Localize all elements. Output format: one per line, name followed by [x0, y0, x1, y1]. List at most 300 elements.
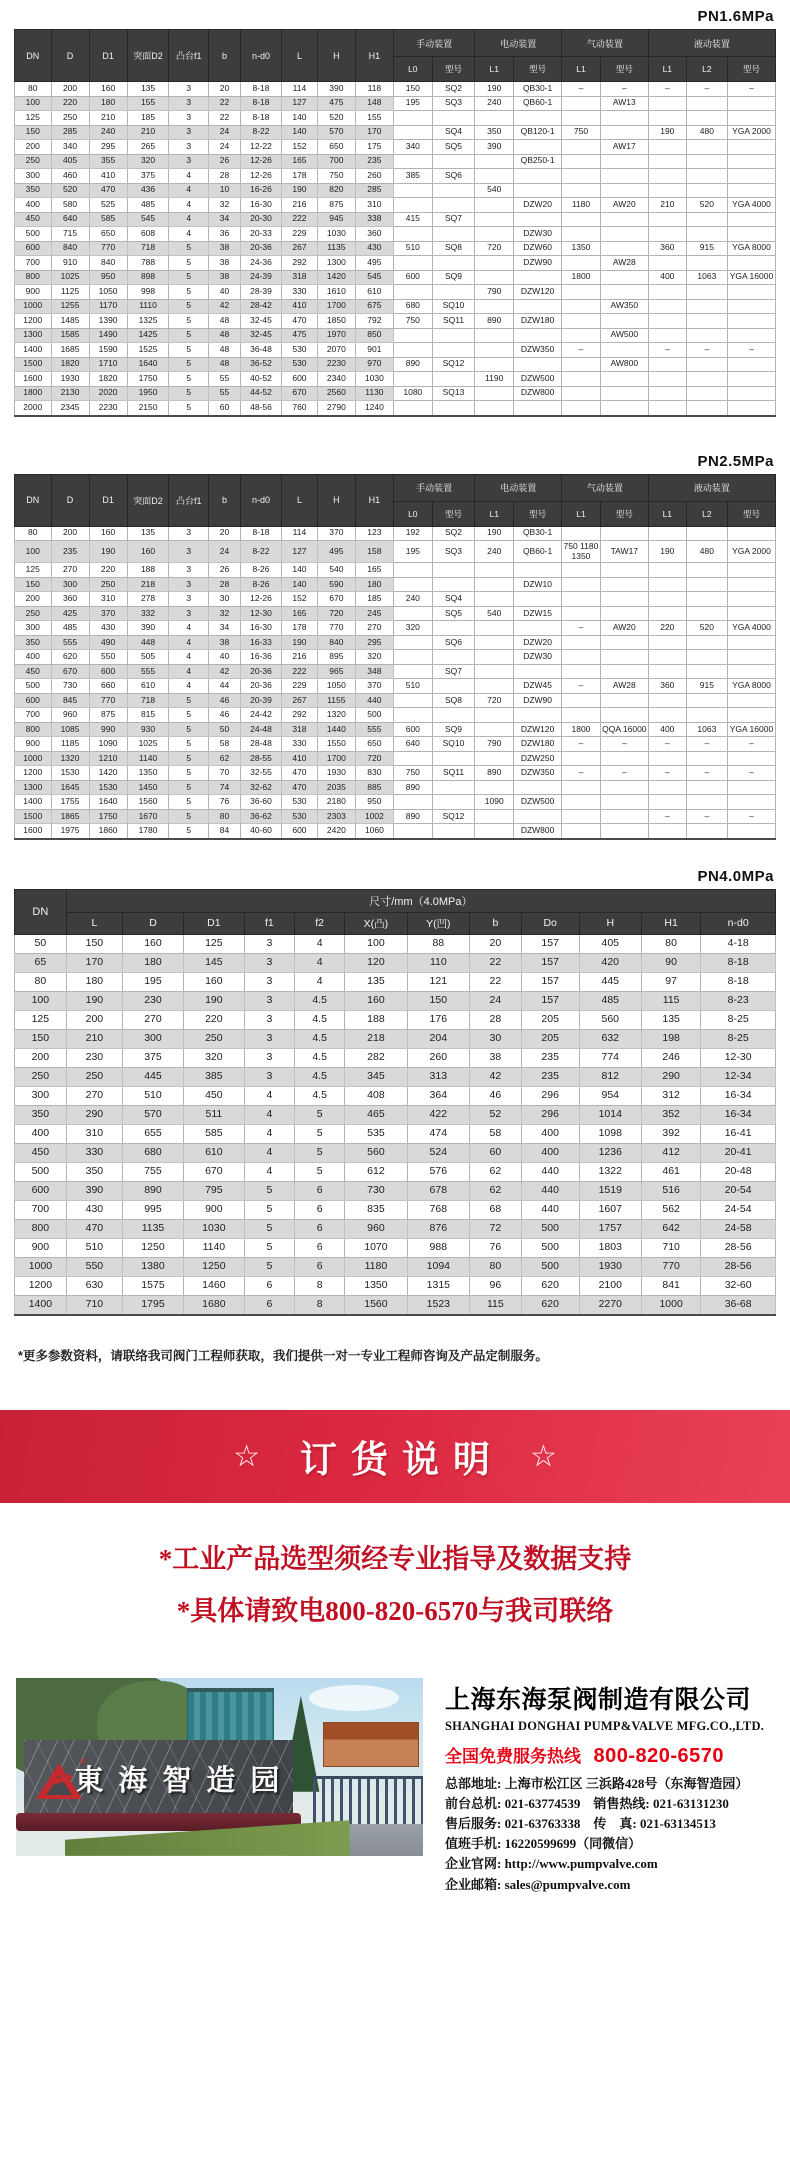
table-cell: 600 [89, 664, 127, 679]
table-cell [432, 111, 475, 126]
table-cell: 160 [89, 82, 127, 97]
table-cell [475, 563, 514, 578]
table-cell: 285 [355, 183, 393, 198]
table-cell [393, 824, 432, 839]
table-cell: 3 [169, 541, 209, 563]
column-header: 凸台f1 [169, 474, 209, 526]
table-cell [475, 169, 514, 184]
table-cell: 405 [51, 154, 89, 169]
table-cell: 610 [127, 679, 169, 694]
table-cell [562, 795, 601, 810]
table-cell [514, 328, 562, 343]
table-cell: 350 [66, 1162, 122, 1181]
table-cell: 1523 [407, 1295, 469, 1315]
table-cell: 160 [127, 541, 169, 563]
span-header: 尺寸/mm（4.0MPa） [66, 889, 775, 912]
table-cell: 6 [295, 1238, 345, 1257]
table-cell: 5 [244, 1219, 294, 1238]
table-row [15, 357, 776, 372]
table-cell: DZW90 [514, 693, 562, 708]
table-row [15, 299, 776, 314]
column-header: DN [15, 30, 52, 82]
table-cell: 3 [169, 96, 209, 111]
table-cell: 4 [169, 183, 209, 198]
table-cell: 470 [282, 766, 318, 781]
table-cell: 440 [355, 693, 393, 708]
table-cell: DZW350 [514, 343, 562, 358]
table-cell: 62 [209, 751, 241, 766]
table-cell: – [727, 343, 775, 358]
table-cell: 720 [475, 693, 514, 708]
table-cell: 448 [127, 635, 169, 650]
table-cell: 890 [123, 1181, 184, 1200]
table-cell [475, 635, 514, 650]
table-row [15, 526, 776, 541]
table-cell: 4 [244, 1086, 294, 1105]
table-cell [562, 592, 601, 607]
table-cell: 1125 [51, 285, 89, 300]
table-cell: 3 [244, 934, 294, 953]
table-cell: 4-18 [701, 934, 776, 953]
table-cell: 250 [15, 606, 52, 621]
table-cell: 190 [89, 541, 127, 563]
table-cell: 600 [15, 693, 52, 708]
table-row [15, 592, 776, 607]
table-cell: 841 [641, 1276, 700, 1295]
table-cell: 1755 [51, 795, 89, 810]
table-row [15, 708, 776, 723]
table-cell: 485 [127, 198, 169, 213]
table-cell: 20-33 [240, 227, 281, 242]
table-cell [727, 357, 775, 372]
table-cell: 1750 [127, 372, 169, 387]
table-cell [727, 154, 775, 169]
table-cell [686, 635, 727, 650]
table-cell [648, 357, 686, 372]
table-cell: 270 [355, 621, 393, 636]
table-cell: 22 [470, 972, 522, 991]
table-cell: 216 [282, 198, 318, 213]
table-cell: 450 [183, 1086, 244, 1105]
table-cell: – [562, 766, 601, 781]
table-cell: 4.5 [295, 991, 345, 1010]
table-cell [648, 795, 686, 810]
table-cell: 820 [317, 183, 355, 198]
table-cell [432, 650, 475, 665]
table-cell [727, 650, 775, 665]
table-cell: 1063 [686, 270, 727, 285]
table-cell: 1575 [123, 1276, 184, 1295]
table-cell: 4 [169, 679, 209, 694]
table-cell: DZW120 [514, 722, 562, 737]
star-icon: ☆ [233, 1439, 260, 1473]
table-cell: 390 [317, 82, 355, 97]
table-cell: AW28 [600, 679, 648, 694]
table-cell: 1800 [562, 270, 601, 285]
table-row [15, 1276, 776, 1295]
table-cell: 5 [295, 1124, 345, 1143]
table-cell: – [562, 621, 601, 636]
table-cell: 510 [66, 1238, 122, 1257]
column-header: Y(凹) [407, 912, 469, 934]
table-cell: 1975 [51, 824, 89, 839]
table-cell: 24-48 [240, 722, 281, 737]
table-cell: 80 [15, 82, 52, 97]
table-cell [562, 809, 601, 824]
table-cell: 115 [470, 1295, 522, 1315]
table-cell: 185 [127, 111, 169, 126]
table-cell: 26 [209, 563, 241, 578]
table-cell: 5 [169, 722, 209, 737]
table-cell: 610 [183, 1143, 244, 1162]
table-cell: 1490 [89, 328, 127, 343]
table-cell: 1255 [51, 299, 89, 314]
table-row [15, 125, 776, 140]
table-cell: 210 [648, 198, 686, 213]
table-cell: 950 [355, 795, 393, 810]
table-cell: 36-68 [701, 1295, 776, 1315]
table-cell: 678 [407, 1181, 469, 1200]
park-sign-text: 東海智造园 [74, 1764, 295, 1797]
table-cell: 440 [521, 1200, 579, 1219]
table-row [15, 809, 776, 824]
table-cell: 1140 [183, 1238, 244, 1257]
column-header: n-d0 [240, 474, 281, 526]
table-cell [648, 169, 686, 184]
table-cell: 118 [355, 82, 393, 97]
table-cell: 190 [282, 183, 318, 198]
table-cell: 390 [66, 1181, 122, 1200]
table-cell: 32-62 [240, 780, 281, 795]
table-cell: 1800 [15, 386, 52, 401]
table-cell: 650 [355, 737, 393, 752]
table-cell: 48 [209, 343, 241, 358]
factory-photo [16, 1678, 423, 1856]
table-cell [432, 824, 475, 839]
table-cell [727, 212, 775, 227]
table-cell: 20-54 [701, 1181, 776, 1200]
table-cell: 158 [355, 541, 393, 563]
table-cell: 20 [209, 82, 241, 97]
table-cell: 650 [317, 140, 355, 155]
table-cell: 1170 [89, 299, 127, 314]
table-cell [727, 111, 775, 126]
table-cell: 770 [317, 621, 355, 636]
table-cell [393, 372, 432, 387]
table-cell [727, 664, 775, 679]
table-cell: 20 [470, 934, 522, 953]
table-cell: 5 [169, 285, 209, 300]
table-cell: 1950 [127, 386, 169, 401]
table-cell: 12-30 [701, 1048, 776, 1067]
table-cell: 400 [648, 270, 686, 285]
table-cell: 680 [123, 1143, 184, 1162]
table-cell [727, 314, 775, 329]
table-cell: 1400 [15, 795, 52, 810]
table-cell: 84 [209, 824, 241, 839]
table-cell: 1315 [407, 1276, 469, 1295]
table-cell [648, 664, 686, 679]
table-cell: 1803 [579, 1238, 641, 1257]
table-cell: 260 [407, 1048, 469, 1067]
table-cell: 6 [295, 1219, 345, 1238]
table-cell [686, 111, 727, 126]
table-cell: – [727, 737, 775, 752]
table-cell: YGA 8000 [727, 241, 775, 256]
table-cell: YGA 2000 [727, 541, 775, 563]
table-cell: 768 [407, 1200, 469, 1219]
table-cell: 80 [15, 526, 52, 541]
table-cell: 4 [169, 621, 209, 636]
table-cell [600, 169, 648, 184]
table-cell: YGA 8000 [727, 679, 775, 694]
table-cell: 42 [209, 299, 241, 314]
table-cell: 500 [15, 227, 52, 242]
table-cell: 990 [89, 722, 127, 737]
table-cell [393, 256, 432, 271]
table-cell: 24-39 [240, 270, 281, 285]
table-cell: 400 [521, 1143, 579, 1162]
table-cell: 915 [686, 679, 727, 694]
table-cell: 340 [51, 140, 89, 155]
table-cell: DZW350 [514, 766, 562, 781]
table-cell [727, 563, 775, 578]
table-cell: 157 [521, 972, 579, 991]
table-cell: 5 [169, 299, 209, 314]
table-cell [648, 314, 686, 329]
table-cell: 600 [393, 270, 432, 285]
table-cell: 485 [51, 621, 89, 636]
table-cell [475, 621, 514, 636]
table-cell: 470 [66, 1219, 122, 1238]
table-cell: 390 [475, 140, 514, 155]
table-cell: 580 [51, 198, 89, 213]
table-cell [600, 693, 648, 708]
table-cell: 660 [89, 679, 127, 694]
table-cell: SQ4 [432, 592, 475, 607]
table-cell: 718 [127, 693, 169, 708]
table-cell: 22 [209, 96, 241, 111]
table-cell: 185 [355, 592, 393, 607]
table-cell: 1800 [562, 722, 601, 737]
table-cell [393, 708, 432, 723]
table-cell [727, 401, 775, 416]
table-cell: 8-18 [240, 111, 281, 126]
table-cell [562, 299, 601, 314]
table-cell [727, 140, 775, 155]
table-cell: 190 [183, 991, 244, 1010]
table-cell: 40 [209, 650, 241, 665]
table-cell: 60 [470, 1143, 522, 1162]
table-cell: 450 [15, 664, 52, 679]
company-name-en: SHANGHAI DONGHAI PUMP&VALVE MFG.CO.,LTD. [445, 1718, 765, 1733]
table-cell: 2340 [317, 372, 355, 387]
table-cell [648, 227, 686, 242]
table-cell: SQ5 [432, 140, 475, 155]
pn40-block [14, 868, 776, 1316]
device-group-header: 电动装置 [475, 474, 562, 501]
table-cell: 1030 [317, 227, 355, 242]
table-cell: 900 [15, 1238, 67, 1257]
table-cell: 5 [169, 328, 209, 343]
table-cell: 42 [470, 1067, 522, 1086]
table-cell: 40-52 [240, 372, 281, 387]
table-cell [648, 256, 686, 271]
table-cell [727, 526, 775, 541]
table-cell: 400 [15, 198, 52, 213]
table-row [15, 82, 776, 97]
table-cell [600, 285, 648, 300]
table-cell [562, 401, 601, 416]
table-cell: 3 [244, 972, 294, 991]
table-cell [600, 795, 648, 810]
table-cell: 218 [127, 577, 169, 592]
table-cell [648, 386, 686, 401]
table-cell: 774 [579, 1048, 641, 1067]
table-cell: 30 [209, 592, 241, 607]
table-cell [686, 693, 727, 708]
table-cell: 1200 [15, 1276, 67, 1295]
table-row [15, 621, 776, 636]
table-cell: AW20 [600, 198, 648, 213]
table-cell: 750 [393, 766, 432, 781]
table-cell: 36 [209, 227, 241, 242]
table-cell: DZW10 [514, 577, 562, 592]
table-cell: 995 [123, 1200, 184, 1219]
table-cell: 710 [66, 1295, 122, 1315]
table-cell: 1420 [317, 270, 355, 285]
table-cell [600, 270, 648, 285]
table-cell: 642 [641, 1219, 700, 1238]
table-cell: 230 [123, 991, 184, 1010]
table-cell: 165 [282, 154, 318, 169]
table-cell: 585 [89, 212, 127, 227]
table-cell: 180 [89, 96, 127, 111]
table-cell: 520 [686, 621, 727, 636]
table-cell: 292 [282, 708, 318, 723]
table-cell: 150 [15, 1029, 67, 1048]
table-row [15, 1238, 776, 1257]
table-cell [514, 401, 562, 416]
table-cell [432, 780, 475, 795]
table-cell: 55 [209, 386, 241, 401]
table-cell: 3 [169, 526, 209, 541]
table-cell [432, 679, 475, 694]
table-cell: 1425 [127, 328, 169, 343]
table-cell: 1200 [15, 314, 52, 329]
table-cell: 900 [15, 285, 52, 300]
table-row [15, 111, 776, 126]
table-cell: 5 [169, 401, 209, 416]
table-cell: 520 [51, 183, 89, 198]
footnote: *更多参数资料，请联络我司阀门工程师获取，我们提供一对一专业工程师咨询及产品定制服务。 [18, 1348, 548, 1363]
table-row [15, 972, 776, 991]
table-cell [600, 563, 648, 578]
table-cell: 475 [282, 328, 318, 343]
table-cell: 890 [393, 809, 432, 824]
table-cell: 370 [89, 606, 127, 621]
table-cell: 1060 [355, 824, 393, 839]
table-cell [475, 679, 514, 694]
table-cell [600, 708, 648, 723]
column-header: L0 [393, 501, 432, 526]
table-cell: 495 [355, 256, 393, 271]
table-cell: 245 [355, 606, 393, 621]
table-cell: QB250-1 [514, 154, 562, 169]
table-cell: 28-39 [240, 285, 281, 300]
table-cell: 5 [169, 766, 209, 781]
table-cell: 730 [345, 1181, 407, 1200]
table-cell [648, 577, 686, 592]
table-cell [686, 183, 727, 198]
table-cell: 8-26 [240, 577, 281, 592]
table-cell: 792 [355, 314, 393, 329]
table-cell: 320 [127, 154, 169, 169]
table-cell [562, 169, 601, 184]
table-cell [393, 650, 432, 665]
table-cell: 70 [209, 766, 241, 781]
table-cell [562, 183, 601, 198]
table-cell: 800 [15, 722, 52, 737]
table-cell [514, 809, 562, 824]
table-cell: QB30-1 [514, 526, 562, 541]
table-cell [475, 809, 514, 824]
table-cell: 125 [15, 111, 52, 126]
table-cell: 988 [407, 1238, 469, 1257]
table-cell [600, 386, 648, 401]
table-cell: 235 [355, 154, 393, 169]
table-cell: 1014 [579, 1105, 641, 1124]
column-header: 型号 [600, 57, 648, 82]
table-cell: 58 [470, 1124, 522, 1143]
table-cell [562, 227, 601, 242]
table-cell: 16-33 [240, 635, 281, 650]
table-cell: 240 [475, 96, 514, 111]
table-cell: 400 [521, 1124, 579, 1143]
table-cell: 28-55 [240, 751, 281, 766]
column-header: L1 [648, 57, 686, 82]
table-cell [600, 343, 648, 358]
column-header: 型号 [727, 57, 775, 82]
table-cell: 24-42 [240, 708, 281, 723]
table-cell: 715 [51, 227, 89, 242]
table-row [15, 934, 776, 953]
table-cell: 12-30 [240, 606, 281, 621]
table-cell: 295 [355, 635, 393, 650]
table-cell: 550 [66, 1257, 122, 1276]
table-cell: 4.5 [295, 1067, 345, 1086]
table-cell: 345 [345, 1067, 407, 1086]
table-cell [562, 526, 601, 541]
table-cell: 1930 [51, 372, 89, 387]
table-cell: 318 [282, 270, 318, 285]
table-cell: 220 [89, 563, 127, 578]
table-cell: 680 [393, 299, 432, 314]
table-cell: 835 [345, 1200, 407, 1219]
table-cell: 440 [521, 1181, 579, 1200]
table-cell: YGA 16000 [727, 722, 775, 737]
table-cell [514, 140, 562, 155]
table-cell: 282 [345, 1048, 407, 1067]
table-cell [648, 592, 686, 607]
column-header: L [282, 30, 318, 82]
table-cell [475, 780, 514, 795]
table-cell [393, 111, 432, 126]
table-cell [686, 401, 727, 416]
table-cell: SQ12 [432, 357, 475, 372]
table-cell: 1030 [183, 1219, 244, 1238]
table-cell: 5 [169, 824, 209, 839]
